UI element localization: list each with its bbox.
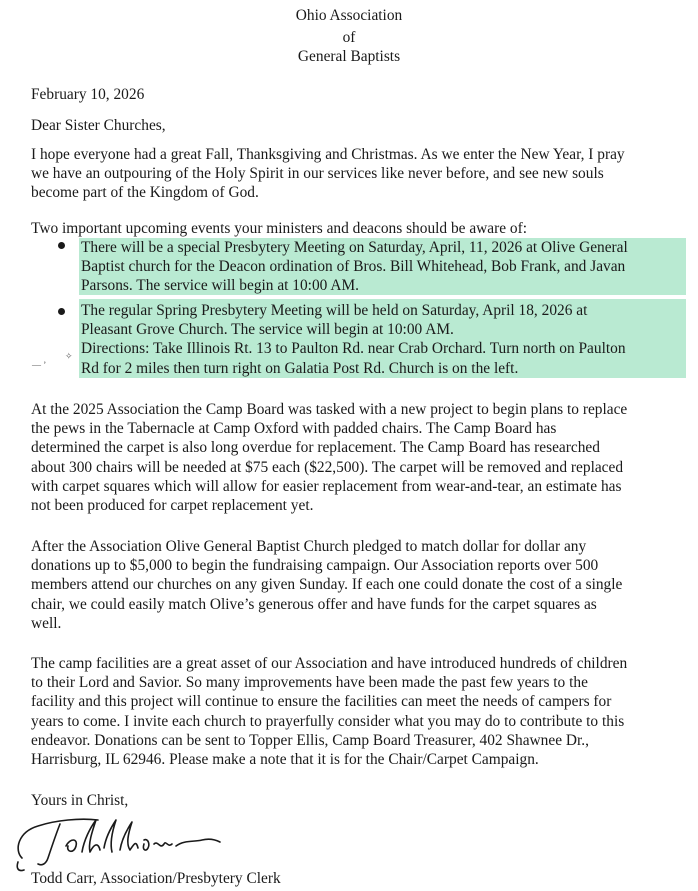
pledge-line: chair, we could easily match Olive’s generous offer and have funds for the carpet squares as (31, 595, 597, 613)
camp-board-paragraph (31, 400, 691, 515)
intro-line: I hope everyone had a great Fall, Thanksgiving and Christmas. As we enter the New Year, I pray (31, 146, 625, 163)
letterhead-line-1: Ohio Association (295, 7, 403, 24)
facilities-line: The camp facilities are a great asset of our Association and have introduced hundreds of children (31, 655, 628, 672)
pledge-paragraph (31, 537, 691, 633)
camp-board-line: the pews in the Tabernacle at Camp Oxford with padded chairs. The Camp Board has (31, 420, 557, 438)
bullet-icon (58, 308, 65, 315)
pledge-line: well. (31, 614, 62, 632)
facilities-paragraph (31, 654, 691, 769)
facilities-line: Harrisburg, IL 62946. Please make a note that it is for the Chair/Carpet Campaign. (31, 751, 539, 769)
handwritten-signature (8, 810, 238, 872)
pledge-line: donations up to $5,000 to begin the fundraising campaign. Our Association reports over 500 (31, 557, 599, 575)
camp-board-line: about 300 chairs will be needed at $75 each ($22,500). The carpet will be removed and replaced (31, 458, 624, 476)
letter-date: February 10, 2026 (31, 86, 145, 103)
bullet-1-text (81, 238, 691, 296)
bullet-2-line: Rd for 2 miles then turn right on Galatia Post Rd. Church is on the left. (81, 359, 519, 377)
bullet-2-line: Pleasant Grove Church. The service will begin at 10:00 AM. (81, 321, 454, 339)
bullet-1-line: Baptist church for the Deacon ordination of Bros. Bill Whitehead, Bob Frank, and Javan (81, 258, 626, 276)
closing: Yours in Christ, (31, 792, 129, 809)
bullet-1-line: Parsons. The service will begin at 10:00 AM. (81, 277, 359, 295)
bullet-2-line: Directions: Take Illinois Rt. 13 to Paulton Rd. near Crab Orchard. Turn north on Paulton (81, 340, 626, 358)
signer-name: Todd Carr, Association/Presbytery Clerk (31, 870, 281, 887)
camp-board-line: determined the carpet is also long overdue for replacement. The Camp Board has researched (31, 439, 600, 457)
bullet-2-text (81, 301, 691, 378)
events-intro: Two important upcoming events your ministers and deacons should be aware of: (31, 220, 528, 237)
letterhead-line-3: General Baptists (297, 48, 401, 65)
pledge-line: members attend our churches on any given Sunday. If each one could donate the cost of a single (31, 576, 623, 594)
scan-mark: ✧ (65, 351, 73, 361)
camp-board-line: not been produced for carpet replacement yet. (31, 497, 314, 515)
camp-board-line: At the 2025 Association the Camp Board was tasked with a new project to begin plans to replace (31, 401, 628, 418)
facilities-line: years to come. I invite each church to prayerfully consider what you may do to contribute to this (31, 712, 625, 730)
bullet-icon (58, 242, 65, 249)
letterhead-line-2: of (342, 29, 356, 46)
intro-line: become part of the Kingdom of God. (31, 184, 259, 202)
bullet-1-line: There will be a special Presbytery Meeting on Saturday, April, 11, 2026 at Olive General (81, 239, 628, 256)
scan-mark: — ʼ (32, 360, 47, 370)
facilities-line: endeavor. Donations can be sent to Topper Ellis, Camp Board Treasurer, 402 Shawnee Dr., (31, 731, 589, 749)
facilities-line: facility and this project will continue to ensure the facilities can meet the needs of campers for (31, 693, 612, 711)
bullet-2-line: The regular Spring Presbytery Meeting will be held on Saturday, April 18, 2026 at (81, 302, 588, 319)
intro-line: we have an outpouring of the Holy Spirit in our services like never before, and see new souls (31, 165, 604, 183)
camp-board-line: with carpet squares which will allow for easier replacement from wear-and-tear, an estimate has (31, 477, 622, 495)
pledge-line: After the Association Olive General Baptist Church pledged to match dollar for dollar any (31, 538, 587, 555)
facilities-line: to their Lord and Savior. So many improvements have been made the past few years to the (31, 674, 588, 692)
intro-paragraph (31, 145, 691, 203)
salutation: Dear Sister Churches, (31, 117, 166, 134)
